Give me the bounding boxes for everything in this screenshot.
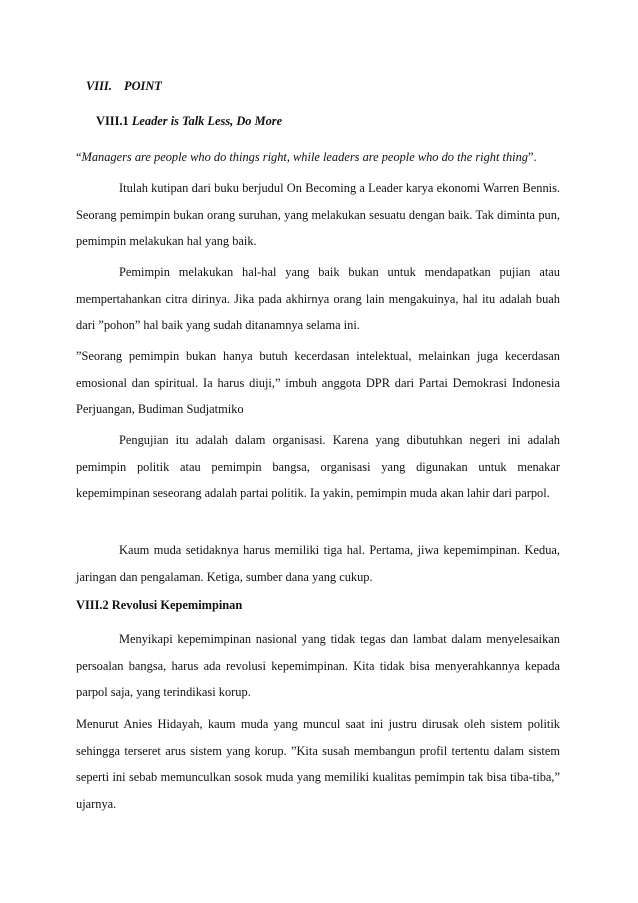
quote-text: Managers are people who do things right, while leaders are people who do the right thing bbox=[81, 150, 528, 164]
paragraph-bennis: Itulah kutipan dari buku berjudul On Becoming a Leader karya ekonomi Warren Bennis. Seorang pemimpin bukan orang suruhan, yang melakukan sesuatu dengan baik. Tak diminta pun, pemimpin melakukan hal yang baik. bbox=[76, 181, 560, 248]
paragraph-pujian: Pemimpin melakukan hal-hal yang baik bukan untuk mendapatkan pujian atau mempertahankan citra dirinya. Jika pada akhirnya orang lain mengakuinya, hal itu adalah buah dari ”pohon” hal baik yang sudah ditanamnya selama ini. bbox=[76, 265, 560, 332]
subsection-1-title: Leader is Talk Less, Do More bbox=[131, 114, 283, 128]
subsection-1-number: VIII.1 bbox=[96, 114, 129, 128]
section-number: VIII. bbox=[86, 79, 112, 93]
paragraph-budiman: ”Seorang pemimpin bukan hanya butuh kecerdasan intelektual, melainkan juga kecerdasan emosional dan spiritual. Ia harus diuji,” imbuh anggota DPR dari Partai Demokrasi Indonesia Perjuangan, Budiman Sudjatmiko bbox=[76, 349, 560, 416]
paragraph-anies: Menurut Anies Hidayah, kaum muda yang muncul saat ini justru dirusak oleh sistem politik sehingga terseret arus sistem yang korup. ”Kita susah membangun profil tertentu dalam sistem seperti ini sebab memunculkan sosok muda yang memiliki kualitas pemimpin tak bisa tiba-tiba,” ujarnya. bbox=[76, 717, 560, 811]
paragraph-revolusi: Menyikapi kepemimpinan nasional yang tidak tegas dan lambat dalam menyelesaikan persoalan bangsa, harus ada revolusi kepemimpinan. Kita tidak bisa menyerahkannya kepada parpol saja, yang terindikasi korup. bbox=[76, 632, 560, 699]
paragraph-organisasi: Pengujian itu adalah dalam organisasi. Karena yang dibutuhkan negeri ini adalah pemimpin politik atau pemimpin bangsa, organisasi yang digunakan untuk menakar kepemimpinan seseorang adalah partai politik. Ia yakin, pemimpin muda akan lahir dari parpol. bbox=[76, 433, 560, 500]
paragraph-kaum-muda: Kaum muda setidaknya harus memiliki tiga hal. Pertama, jiwa kepemimpinan. Kedua, jaringan dan pengalaman. Ketiga, sumber dana yang cukup. bbox=[76, 543, 560, 584]
subsection-heading-1 bbox=[96, 114, 282, 129]
quote-close-mark: ”. bbox=[528, 150, 537, 164]
opening-quote bbox=[76, 150, 537, 165]
quote-open-mark: “ bbox=[76, 150, 82, 164]
subsection-heading-2: VIII.2 Revolusi Kepemimpinan bbox=[76, 598, 243, 612]
section-heading bbox=[86, 79, 162, 94]
section-title: POINT bbox=[124, 79, 162, 93]
